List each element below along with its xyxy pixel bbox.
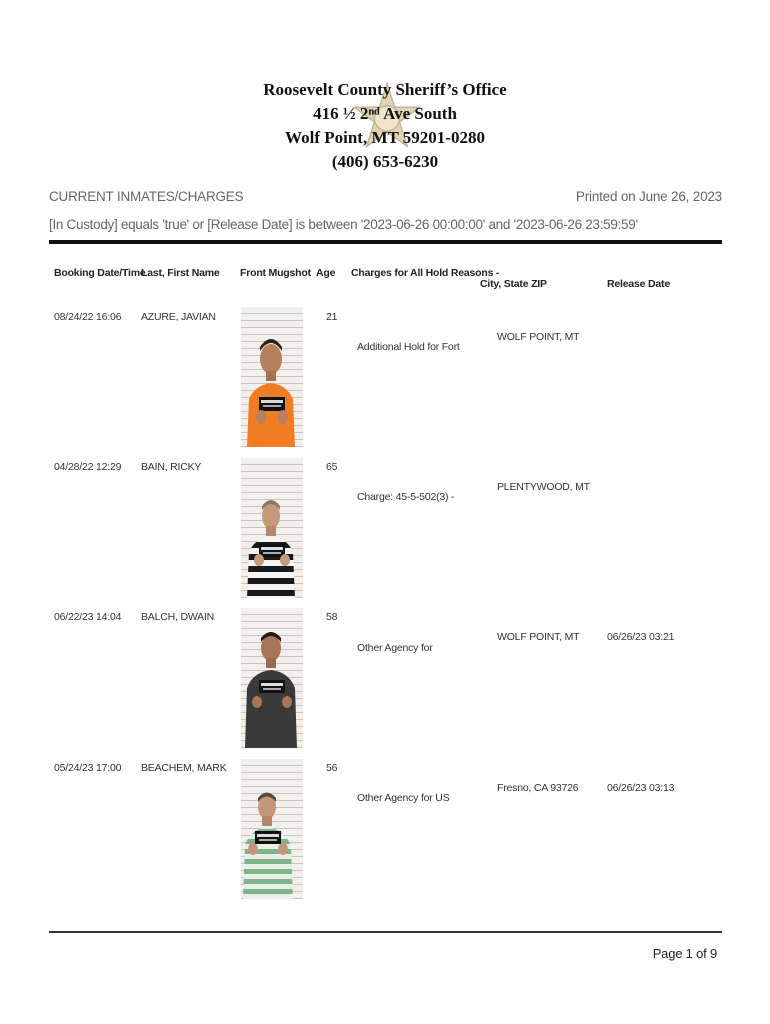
col-charges: Charges for All Hold Reasons - xyxy=(351,267,500,279)
footer-divider xyxy=(49,931,722,933)
inmate-name: BALCH, DWAIN xyxy=(141,611,215,623)
inmate-age: 21 xyxy=(326,311,338,323)
release-date: 06/26/23 03:13 xyxy=(607,782,675,794)
inmate-name: AZURE, JAVIAN xyxy=(141,311,216,323)
inmate-city: PLENTYWOOD, MT xyxy=(497,481,590,493)
inmate-name: BEACHEM, MARK xyxy=(141,762,227,774)
office-phone: (406) 653-6230 xyxy=(331,152,439,171)
booking-datetime: 04/28/22 12:29 xyxy=(54,461,122,473)
inmate-age: 56 xyxy=(326,762,338,774)
letterhead xyxy=(0,78,770,174)
mugshot-photo xyxy=(241,307,303,447)
col-release: Release Date xyxy=(607,278,670,290)
inmate-city: WOLF POINT, MT xyxy=(497,631,580,643)
office-name: Roosevelt County Sheriff’s Office xyxy=(263,80,507,99)
release-date: 06/26/23 03:21 xyxy=(607,631,675,643)
inmate-charge: Other Agency for xyxy=(357,642,433,654)
inmate-city: Fresno, CA 93726 xyxy=(497,782,579,794)
col-name: Last, First Name xyxy=(141,267,220,279)
mugshot-photo xyxy=(241,759,303,899)
booking-datetime: 08/24/22 16:06 xyxy=(54,311,122,323)
inmate-charge: Charge: 45-5-502(3) - xyxy=(357,491,455,503)
printed-date: Printed on June 26, 2023 xyxy=(575,189,722,204)
header-divider xyxy=(49,240,722,244)
mugshot-photo xyxy=(241,458,303,598)
office-address-line1: 416 ½ 2ⁿᵈ Ave South xyxy=(313,104,457,123)
inmate-age: 65 xyxy=(326,461,338,473)
booking-datetime: 06/22/23 14:04 xyxy=(54,611,122,623)
col-age: Age xyxy=(316,267,336,279)
col-mugshot: Front Mugshot xyxy=(240,267,311,279)
col-city: City, State ZIP xyxy=(480,278,547,290)
inmate-charge: Additional Hold for Fort xyxy=(357,341,460,353)
col-booking: Booking Date/Time xyxy=(54,267,146,279)
report-criteria: [In Custody] equals 'true' or [Release Date] is between '2023-06-26 00:00:00' and '2023-06-26 23:59:59' xyxy=(49,217,638,232)
report-title: CURRENT INMATES/CHARGES xyxy=(49,189,244,204)
inmate-city: WOLF POINT, MT xyxy=(497,331,580,343)
inmate-charge: Other Agency for US xyxy=(357,792,450,804)
page-number: Page 1 of 9 xyxy=(652,946,717,961)
booking-datetime: 05/24/23 17:00 xyxy=(54,762,122,774)
inmate-age: 58 xyxy=(326,611,338,623)
office-address-line2: Wolf Point, MT 59201-0280 xyxy=(285,128,485,147)
inmate-name: BAIN, RICKY xyxy=(141,461,202,473)
mugshot-photo xyxy=(241,608,303,748)
